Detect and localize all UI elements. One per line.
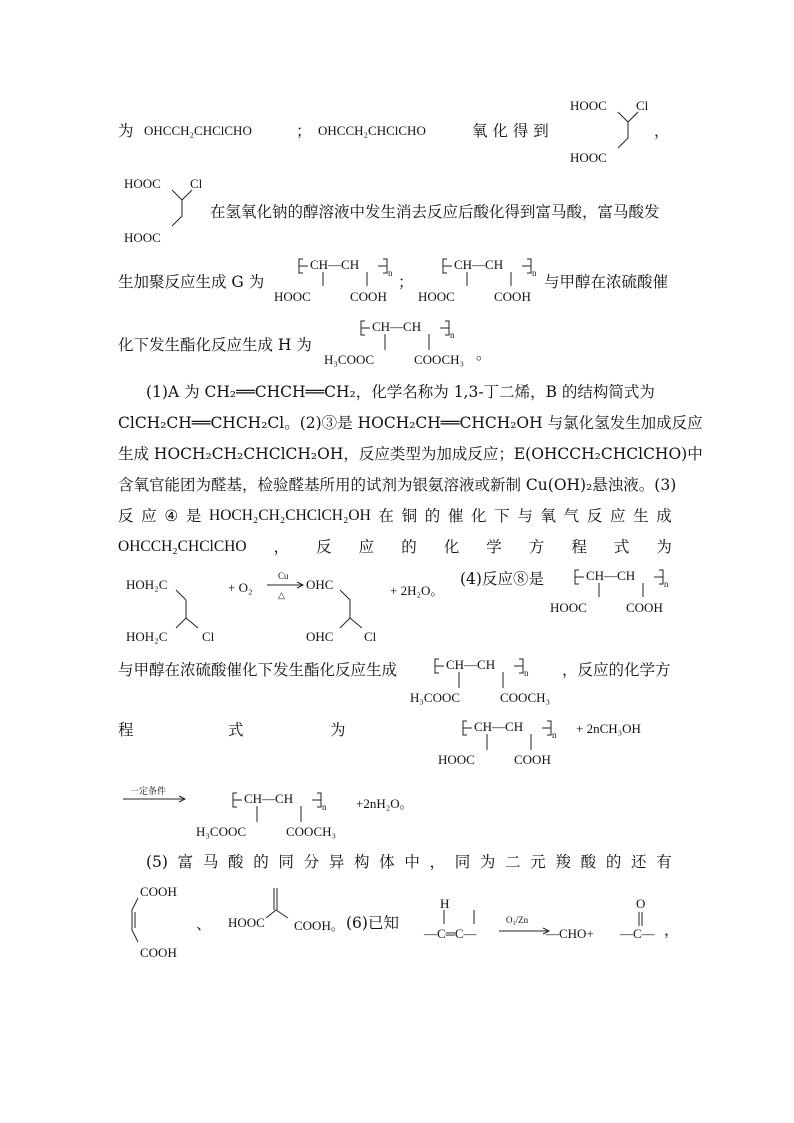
est-polymer-backbone: CH—CH xyxy=(446,657,496,672)
text-ester-h: 化下发生酯化反应生成 H 为 xyxy=(118,336,312,354)
eq1-polymer-right: COOH xyxy=(626,600,663,615)
cis-alkene-skeleton xyxy=(124,896,154,946)
mol-top-label: HOOC xyxy=(570,98,607,113)
para1-line6: OHCCH₂CHClCHO ， 反 应 的 化 学 方 程 式 为 xyxy=(118,538,672,556)
mol2-cl-label: Cl xyxy=(190,176,203,191)
para5-line: (5) 富 马 酸 的 同 分 异 构 体 中 ， 同 为 二 元 羧 酸 的 还 有 xyxy=(146,853,672,871)
text-oxidized: 氧 化 得 到 xyxy=(472,122,549,140)
eq1-product-skeleton xyxy=(334,580,374,640)
est-polymer-left: H₃COOC xyxy=(410,690,461,705)
para1-line3: 生成 HOCH₂CH₂CHClCH₂OH，反应类型为加成反应；E(OHCCH₂CHClCHO)中 xyxy=(118,445,703,463)
polyester-sub-left-1: H₃COOC xyxy=(324,352,375,367)
ketone: —C— xyxy=(620,926,655,941)
text-cheng: 程 xyxy=(118,721,134,739)
eq1-heat: △ xyxy=(278,590,285,600)
prog-polymer-right: COOH xyxy=(514,752,551,767)
eq1-reactant-skeleton xyxy=(168,580,208,640)
mol-bottom-label: HOOC xyxy=(570,150,607,165)
est-polymer-right: COOCH₃ xyxy=(500,690,551,705)
para1-line1: (1)A 为 CH₂══CHCH══CH₂，化学名称为 1,3-丁二烯，B 的结构简式为 xyxy=(146,383,655,401)
polymer-backbone-1: CH—CH xyxy=(310,257,360,272)
text-dun: 、 xyxy=(196,915,212,933)
eq1-plus-o2: + O₂ xyxy=(228,580,253,595)
text-semicolon: ； xyxy=(296,122,312,140)
iso-right-cooh: COOH。 xyxy=(294,918,344,933)
text-semicolon-2: ； xyxy=(398,273,414,291)
chlorosuccinic-acid-skeleton-2 xyxy=(154,178,204,238)
text-shi: 式 xyxy=(228,721,244,739)
eq2-polymer-backbone: CH—CH xyxy=(244,791,294,806)
prog-plus-methanol: + 2nCH₃OH xyxy=(576,721,641,736)
eq1-reactant-top: HOH₂C xyxy=(126,577,168,592)
polymer-sub-right-1: COOH xyxy=(350,289,387,304)
formula-ohcch2chclcho-2: OHCCH₂CHClCHO xyxy=(318,123,426,138)
eq1-polymer-n: n xyxy=(664,579,669,589)
eq2-polymer-left: H₃COOC xyxy=(196,824,247,839)
text-period-1: 。 xyxy=(476,345,492,363)
ketone-o: O xyxy=(636,896,646,911)
text-wei-2: 为 xyxy=(330,721,346,739)
text-wei: 为 xyxy=(118,122,134,140)
eq2-polymer-n: n xyxy=(322,802,327,812)
text-known: (6)已知 xyxy=(346,914,399,932)
polymer-backbone-2: CH—CH xyxy=(454,257,504,272)
polyester-n-1: n xyxy=(450,330,455,340)
polymer-n-2: n xyxy=(532,268,537,278)
text-methanol-cat: 与甲醇在浓硫酸催 xyxy=(544,273,669,291)
eq1-product-cl: Cl xyxy=(364,629,377,644)
iso-left-hooc: HOOC xyxy=(228,915,265,930)
ozonolysis-arrow xyxy=(498,926,552,936)
mol-cl-label: Cl xyxy=(636,98,649,113)
prog-polymer-left: HOOC xyxy=(438,752,475,767)
prog-polymer-backbone: CH—CH xyxy=(474,719,524,734)
polymer-sub-right-2: COOH xyxy=(494,289,531,304)
ozonolysis-alkene: —C═C— xyxy=(424,926,477,941)
eq2-condition: 一定条件 xyxy=(130,786,167,796)
formula-ohcch2chclcho-1: OHCCH₂CHClCHO xyxy=(144,123,252,138)
text-comma: ， xyxy=(654,122,670,140)
polyester-backbone-1: CH—CH xyxy=(372,319,422,334)
eq1-reactant-bottom: HOH₂C xyxy=(126,629,168,644)
ozonolysis-h: H xyxy=(440,896,450,911)
text-esterification: 与甲醇在浓硫酸催化下发生酯化反应生成 xyxy=(118,661,398,679)
ozonolysis-product: —CHO+ xyxy=(546,926,594,941)
text-addition-polymer: 生加聚反应生成 G 为 xyxy=(118,273,265,291)
chlorosuccinic-acid-skeleton xyxy=(600,100,650,160)
polymer-n-1: n xyxy=(388,268,393,278)
para1-line5: 反 应 ④ 是 HOCH₂CH₂CHClCH₂OH 在 铜 的 催 化 下 与 氧 气 反 应 生 成 xyxy=(118,507,672,525)
mol2-top-label: HOOC xyxy=(124,176,161,191)
eq1-polymer-backbone: CH—CH xyxy=(586,568,636,583)
text-comma-last: ， xyxy=(664,921,680,939)
eq1-product-bottom: OHC xyxy=(306,629,334,644)
para1-line2: ClCH₂CH══CHCH₂Cl。(2)③是 HOCH₂CH══CHCH₂OH 与氯化氢发生加成反应 xyxy=(118,414,703,432)
est-polymer-n: n xyxy=(524,668,529,678)
para1-line4: 含氧官能团为醛基，检验醛基所用的试剂为银氨溶液或新制 Cu(OH)₂悬浊液。(3) xyxy=(118,476,677,494)
eq1-reactant-cl: Cl xyxy=(202,629,215,644)
text-reaction8: (4)反应⑧是 xyxy=(460,570,544,588)
eq1-catalyst: Cu xyxy=(278,571,289,581)
ozonolysis-bonds xyxy=(440,908,480,928)
eq2-polymer-right: COOCH₃ xyxy=(286,824,337,839)
cis-top-cooh: COOH xyxy=(140,884,177,899)
text-elimination: 在氢氧化钠的醇溶液中发生消去反应后酸化得到富马酸，富马酸发 xyxy=(210,203,660,221)
eq2-plus-water: +2nH₂O。 xyxy=(356,796,413,811)
eq1-arrow xyxy=(266,580,306,590)
eq1-product-top: OHC xyxy=(306,577,334,592)
cis-bottom-cooh: COOH xyxy=(140,945,177,960)
ozonolysis-reagent: O₃/Zn xyxy=(506,915,529,925)
polymer-sub-left-2: HOOC xyxy=(418,289,455,304)
polyester-sub-right-1: COOCH₃ xyxy=(414,352,465,367)
text-chemical-eq: ，反应的化学方 xyxy=(562,661,671,679)
polymer-sub-left-1: HOOC xyxy=(274,289,311,304)
eq1-polymer-left: HOOC xyxy=(550,600,587,615)
eq2-arrow xyxy=(122,794,188,804)
eq1-plus-water: + 2H₂O。 xyxy=(390,583,444,598)
mol2-bottom-label: HOOC xyxy=(124,230,161,245)
prog-polymer-n: n xyxy=(552,730,557,740)
